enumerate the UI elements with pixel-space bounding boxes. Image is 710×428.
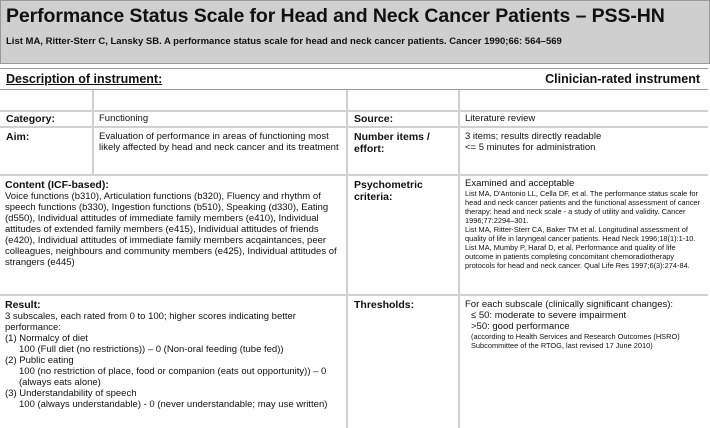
result-subscale-3-range: 100 (always understandable) - 0 (never understandable; may use written): [19, 399, 328, 410]
rated-by-label: Clinician-rated instrument: [545, 72, 700, 86]
items-value-line2: <= 5 minutes for administration: [465, 142, 596, 153]
blank-cell: [94, 90, 346, 110]
header-band: [0, 0, 710, 64]
result-subscale-3-title: (3) Understandability of speech: [5, 388, 137, 399]
result-subscale-2-title: (2) Public eating: [5, 355, 74, 366]
category-value: Functioning: [94, 112, 346, 126]
content-cell: [0, 176, 346, 294]
category-label: Category:: [0, 112, 92, 126]
threshold-1: ≤ 50: moderate to severe impairment: [471, 310, 627, 321]
items-label-line2: effort:: [354, 143, 385, 155]
content-label: Content (ICF-based):: [5, 179, 109, 191]
description-heading: Description of instrument:: [6, 72, 163, 86]
psychometric-value: [460, 176, 708, 294]
psychometric-ref-2: List MA, Ritter-Sterr CA, Baker TM et al. Longitudinal assessment of quality of life in laryngeal cancer patients. Head Neck 1996;18(1):1-10.: [465, 225, 696, 243]
items-label-line1: Number items /: [354, 131, 430, 143]
page-title: Performance Status Scale for Head and Neck Cancer Patients – PSS-HN: [6, 5, 665, 27]
citation: List MA, Ritter-Sterr C, Lansky SB. A performance status scale for head and neck cancer patients. Cancer 1990;66: 564–569: [6, 36, 562, 47]
items-label: [348, 128, 458, 174]
blank-cell: [0, 90, 92, 110]
info-grid: [0, 90, 708, 428]
description-bar: [0, 68, 708, 90]
items-value: [460, 128, 708, 174]
result-label: Result:: [5, 299, 41, 311]
result-subscale-1-range: 100 (Full diet (no restrictions)) – 0 (Non-oral feeding (tube fed)): [19, 344, 284, 355]
result-subscale-1-title: (1) Normalcy of diet: [5, 333, 88, 344]
psychometric-ref-3: List MA, Mumby P, Haraf D, et al. Performance and quality of life outcome in patients completing concomitant chemoradiotherapy protocols for head and neck cancer. Qual Life Res 1997;6(3):274-84.: [465, 243, 690, 270]
source-value: Literature review: [460, 112, 708, 126]
source-label: Source:: [348, 112, 458, 126]
result-intro: 3 subscales, each rated from 0 to 100; higher scores indicating better performance:: [5, 311, 296, 333]
thresholds-intro: For each subscale (clinically significant changes):: [465, 299, 674, 310]
psychometric-ref-1: List MA, D'Antonio LL, Cella DF, et al. The performance status scale for head and neck cancer patients and the functional assessment of cancer therapy: head and neck scale - a study of utility and validity. Cancer 1996;77:2294–301.: [465, 189, 701, 225]
psychometric-label: [348, 176, 458, 294]
result-subscale-2-range: 100 (no restriction of place, food or companion (eats out opportunity)) – 0 (always eats alone): [19, 366, 327, 388]
psychometric-label-line1: Psychometric: [354, 179, 423, 191]
psychometric-label-line2: criteria:: [354, 191, 393, 203]
content-value: Voice functions (b310), Articulation functions (b320), Fluency and rhythm of speech functions (b330), Ingestion functions (b510), Speaking (d330), Eating (d550), Individual attitudes of immediate family members (e410), Individual attitudes of extended family members (e415), Individual attitudes of friends (e420), Individual attitudes of immediate family members acqaintances, peer colleagues, neighbours and community members (e425), Individual attitudes of strangers (e445): [5, 191, 337, 268]
thresholds-note: (according to Health Services and Research Outcomes (HSRO) Subcommittee of the RTOG, last revised 17 June 2010): [471, 332, 680, 350]
items-value-line1: 3 items; results directly readable: [465, 131, 602, 142]
result-cell: [0, 296, 346, 428]
threshold-2: >50: good performance: [471, 321, 570, 332]
thresholds-label: Thresholds:: [348, 296, 458, 428]
psychometric-summary: Examined and acceptable: [465, 178, 575, 189]
thresholds-value: [460, 296, 708, 428]
aim-label: Aim:: [0, 128, 92, 174]
blank-cell: [348, 90, 458, 110]
aim-value: Evaluation of performance in areas of functioning most likely affected by head and neck cancer and its treatment: [94, 128, 346, 174]
blank-cell: [460, 90, 708, 110]
